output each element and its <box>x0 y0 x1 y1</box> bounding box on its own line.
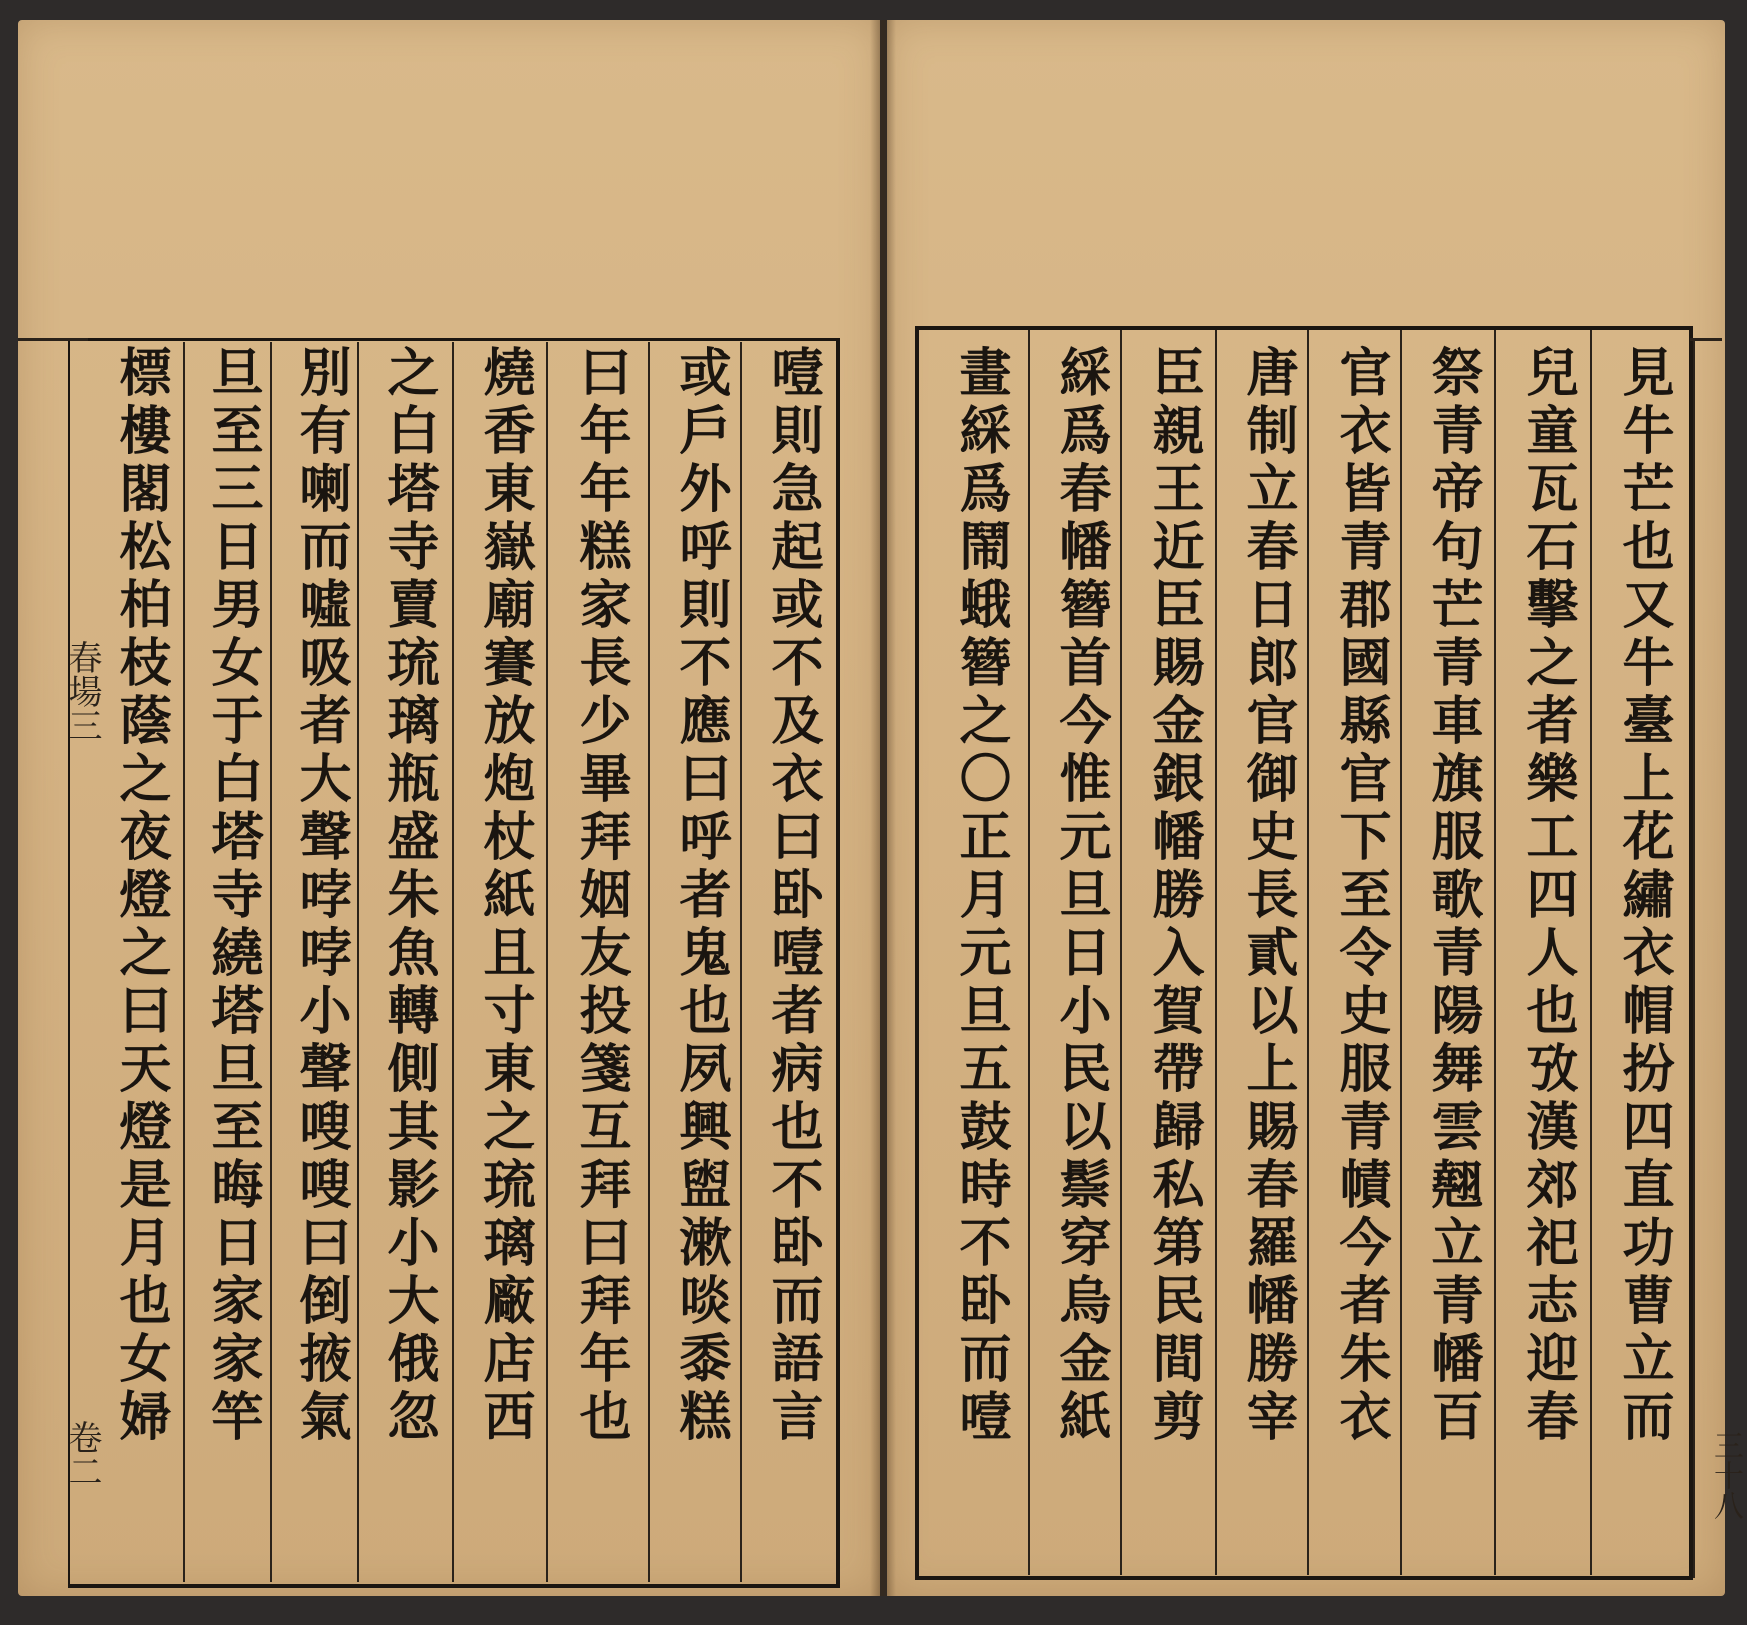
column-rule <box>452 342 454 1582</box>
column-rule <box>1400 330 1402 1575</box>
margin-title: 春場三 <box>62 640 102 742</box>
margin-volume: 卷二 <box>62 1420 102 1488</box>
left-column-5: 之白塔寺賣琉璃瓶盛朱魚轉側其影小大俄忽 <box>378 345 439 1447</box>
column-rule <box>1494 330 1496 1575</box>
left-column-1: 噎則急起或不及衣曰卧噎者病也不卧而語言 <box>762 345 823 1447</box>
column-rule <box>740 342 742 1582</box>
left-column-3: 曰年年糕家長少畢拜姻友投箋互拜曰拜年也 <box>570 345 631 1447</box>
column-rule <box>1590 330 1592 1575</box>
right-column-8: 畫綵爲鬧蛾簪之〇正月元旦五鼓時不卧而噎 <box>950 345 1011 1447</box>
left-top-rule <box>18 338 88 341</box>
left-column-6: 別有喇而噓吸者大聲哱哱小聲嗖嗖曰倒掖氣 <box>290 345 351 1447</box>
left-column-4: 燒香東嶽廟賽放炮杖紙且寸東之琉璃廠店西 <box>474 345 535 1447</box>
left-column-2: 或戶外呼則不應曰呼者鬼也夙興盥漱啖黍糕 <box>670 345 731 1447</box>
column-rule <box>1120 330 1122 1575</box>
right-column-5: 唐制立春日郎官御史長貳以上賜春羅幡勝宰 <box>1237 345 1298 1447</box>
right-column-3: 祭青帝句芒青車旗服歌青陽舞雲翹立青幡百 <box>1422 345 1483 1447</box>
folio-number: 三十八 <box>1708 1430 1743 1520</box>
column-rule <box>1307 330 1309 1575</box>
column-rule <box>183 342 185 1582</box>
column-rule <box>1028 330 1030 1575</box>
left-column-7: 旦至三日男女于白塔寺繞塔旦至晦日家家竿 <box>202 345 263 1447</box>
right-column-7: 綵爲春幡簪首今惟元旦日小民以鬃穿烏金紙 <box>1050 345 1111 1447</box>
book-gutter <box>870 20 896 1596</box>
right-side-rule <box>1693 338 1695 1578</box>
right-column-4: 官衣皆青郡國縣官下至令史服青幘今者朱衣 <box>1330 345 1391 1447</box>
left-column-8: 標樓閣松柏枝蔭之夜燈之曰天燈是月也女婦 <box>110 345 171 1447</box>
right-column-1: 見牛芒也又牛臺上花繡衣帽扮四直功曹立而 <box>1613 345 1674 1447</box>
column-rule <box>1215 330 1217 1575</box>
right-column-2: 兒童瓦石擊之者樂工四人也攷漢郊祀志迎春 <box>1517 345 1578 1447</box>
column-rule <box>546 342 548 1582</box>
right-column-6: 臣親王近臣賜金銀幡勝入賀帶歸私第民間剪 <box>1143 345 1204 1447</box>
column-rule <box>648 342 650 1582</box>
